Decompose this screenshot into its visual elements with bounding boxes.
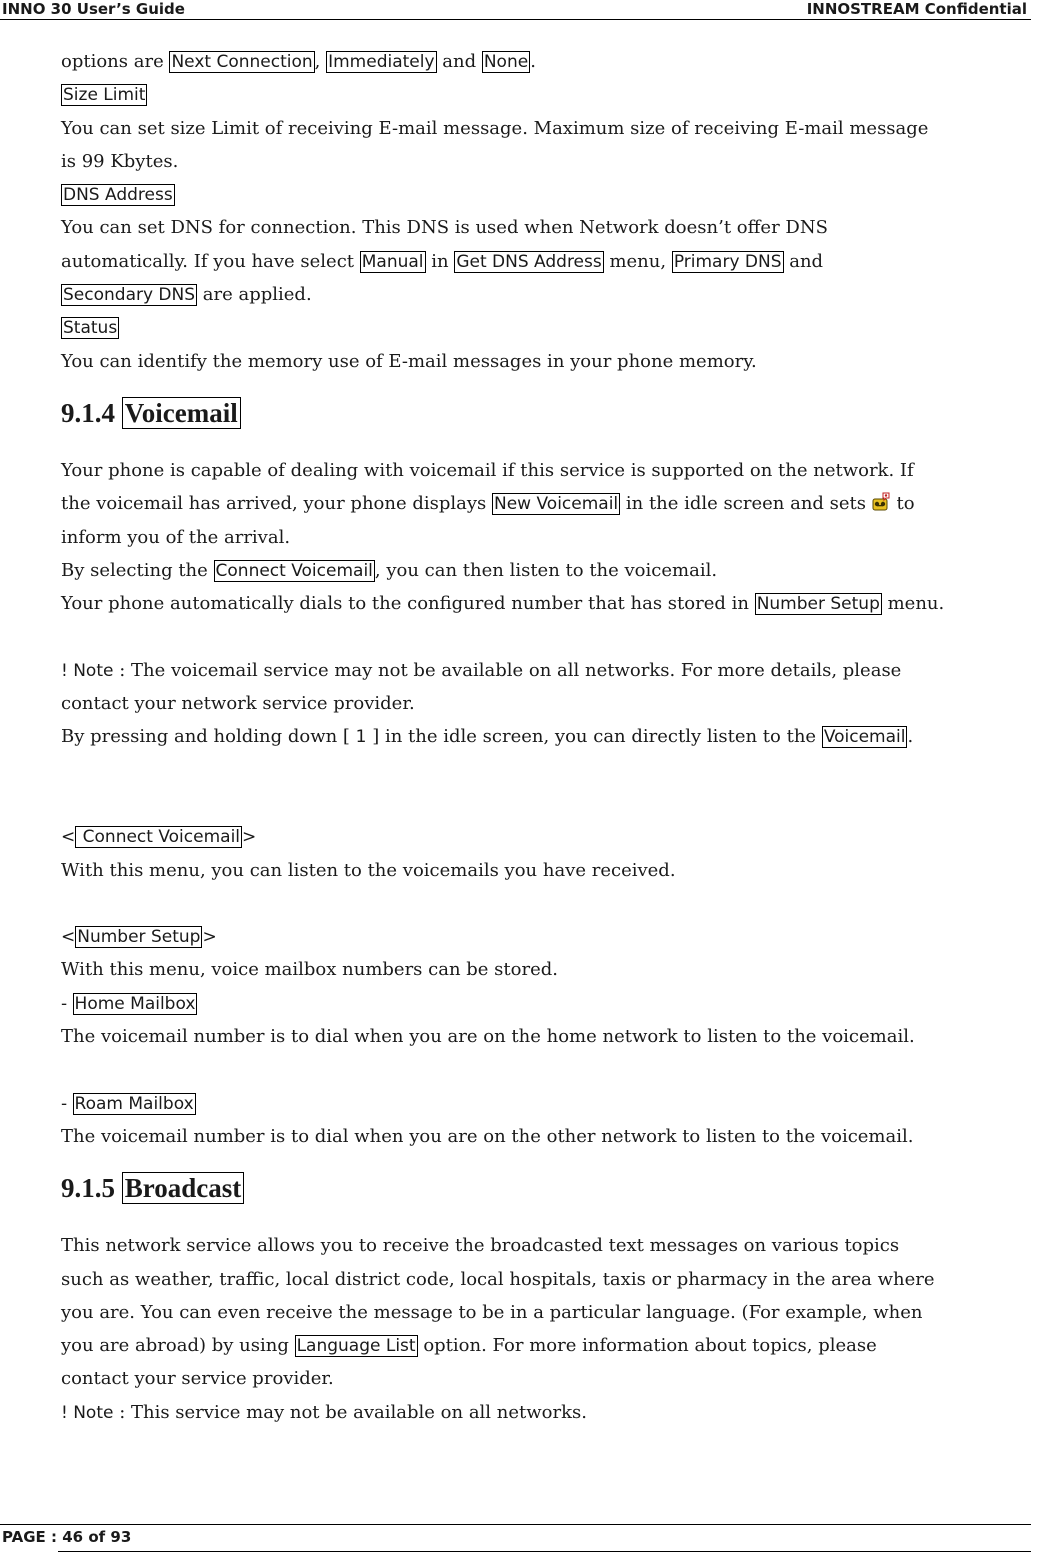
menu-term: Get DNS Address	[456, 251, 602, 272]
paragraph-line: With this menu, you can listen to the voicemails you have received.	[61, 859, 676, 881]
paragraph-line: you are. You can even receive the message to be in a particular language. (For example, when	[61, 1301, 923, 1323]
header-doc-title: INNO 30 User’s Guide	[2, 0, 185, 18]
paragraph-line: The voicemail number is to dial when you are on the home network to listen to the voicemail.	[61, 1026, 915, 1048]
note-line: ! Note : The voicemail service may not be available on all networks. For more details, please	[61, 659, 902, 681]
paragraph-line: contact your network service provider.	[61, 693, 415, 715]
paragraph-line: You can set size Limit of receiving E-mail message. Maximum size of receiving E-mail message	[61, 117, 929, 139]
section-title: Voicemail	[122, 397, 241, 429]
paragraph-line: With this menu, voice mailbox numbers can be stored.	[61, 959, 558, 981]
section-heading-9-1-5: 9.1.5 Broadcast	[61, 1163, 1036, 1213]
menu-term: New Voicemail	[494, 494, 619, 515]
menu-term: None	[483, 52, 529, 72]
page-content	[61, 45, 1036, 1429]
page-number: PAGE : 46 of 93	[2, 1528, 132, 1546]
key-label: 1	[355, 727, 367, 748]
paragraph-line: Secondary DNS are applied.	[63, 284, 312, 306]
menu-term: Status	[63, 318, 118, 339]
paragraph-line: inform you of the arrival.	[61, 526, 291, 548]
paragraph-line: contact your service provider.	[61, 1368, 334, 1390]
page-header	[0, 0, 1031, 20]
page-footer	[0, 1524, 1031, 1549]
menu-item-heading: < Connect Voicemail >	[61, 827, 257, 848]
menu-term: Immediately	[328, 52, 435, 72]
paragraph-line: This network service allows you to receive the broadcasted text messages on various topics	[61, 1235, 900, 1257]
menu-term: Connect Voicemail	[215, 560, 373, 581]
menu-term: Number Setup	[756, 594, 880, 615]
menu-term: Home Mailbox	[74, 993, 196, 1014]
menu-term: Number Setup	[77, 927, 201, 948]
menu-item-heading: < Number Setup >	[61, 927, 217, 948]
subheading	[61, 78, 1036, 111]
paragraph-line: such as weather, traffic, local district code, local hospitals, taxis or pharmacy in the area where	[61, 1268, 935, 1290]
menu-term: Size Limit	[63, 85, 146, 106]
paragraph-line: Your phone is capable of dealing with voicemail if this service is supported on the network. If	[61, 459, 914, 481]
section-title: Broadcast	[122, 1172, 245, 1204]
list-item: - Home Mailbox	[61, 993, 196, 1014]
menu-term: Language List	[296, 1336, 416, 1357]
paragraph-line: Your phone automatically dials to the configured number that has stored in Number Setup menu.	[61, 593, 945, 615]
paragraph-line: The voicemail number is to dial when you are on the other network to listen to the voicemail.	[61, 1125, 914, 1147]
note-line: ! Note : This service may not be available on all networks.	[61, 1401, 587, 1423]
subheading	[61, 178, 1036, 211]
paragraph-line: is 99 Kbytes.	[61, 150, 179, 172]
menu-term: Next Connection	[171, 52, 313, 72]
paragraph-line: you are abroad) by using Language List option. For more information about topics, please	[61, 1335, 877, 1357]
menu-term: Connect Voicemail	[77, 827, 241, 848]
menu-term: Roam Mailbox	[74, 1093, 194, 1114]
paragraph-line: By selecting the Connect Voicemail , you can then listen to the voicemail.	[61, 559, 718, 581]
paragraph-line: the voicemail has arrived, your phone displays New Voicemail in the idle screen and sets to	[61, 487, 1036, 520]
menu-term: Voicemail	[823, 727, 906, 748]
paragraph-line: By pressing and holding down [ 1 ] in the idle screen, you can directly listen to the Voicemail .	[61, 726, 914, 748]
menu-term: DNS Address	[63, 185, 173, 206]
menu-term: Manual	[361, 251, 424, 272]
menu-term: Secondary DNS	[63, 285, 196, 306]
header-confidential: INNOSTREAM Confidential	[806, 0, 1027, 18]
subheading	[61, 311, 1036, 344]
paragraph-line: You can set DNS for connection. This DNS is used when Network doesn’t offer DNS	[61, 217, 828, 239]
paragraph-line: You can identify the memory use of E-mail messages in your phone memory.	[61, 350, 757, 372]
voicemail-icon	[872, 489, 891, 508]
section-heading-9-1-4: 9.1.4 Voicemail	[61, 388, 1036, 438]
menu-term: Primary DNS	[673, 251, 782, 272]
note-label: ! Note	[61, 1402, 114, 1423]
paragraph-line: options are Next Connection , Immediately and None .	[61, 51, 536, 72]
paragraph-line: automatically. If you have select Manual in Get DNS Address menu, Primary DNS and	[61, 250, 824, 272]
note-label: ! Note	[61, 660, 114, 681]
list-item: - Roam Mailbox	[61, 1093, 194, 1114]
